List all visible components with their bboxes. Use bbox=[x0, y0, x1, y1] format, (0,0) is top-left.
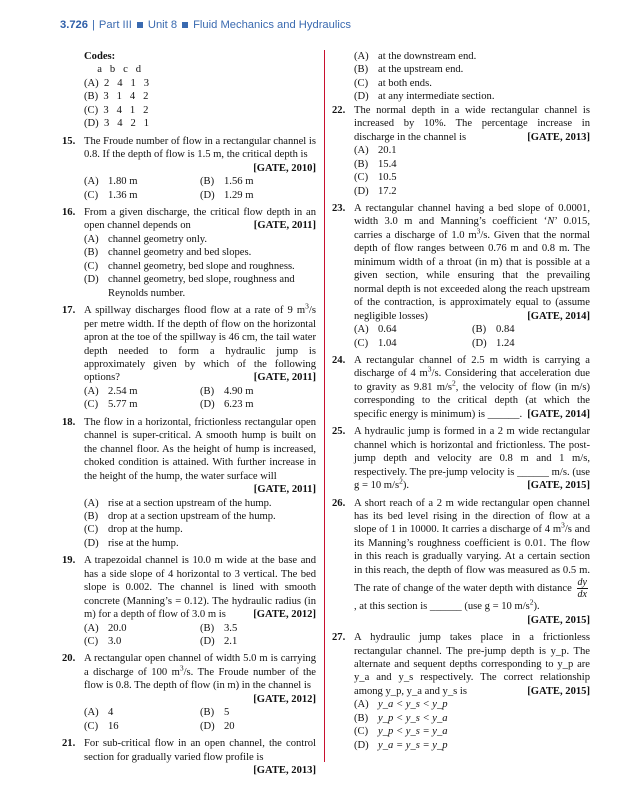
gate-tag: [GATE, 2014] bbox=[527, 310, 590, 322]
options-row bbox=[62, 398, 316, 411]
gate-tag: [GATE, 2011] bbox=[253, 372, 316, 384]
option bbox=[332, 712, 590, 725]
question-text: , the velocity of flow (in m/s) corresponding to the critical depth (at which the specific energy is minimum) is ______. bbox=[354, 381, 591, 420]
question-23 bbox=[332, 202, 590, 323]
options-row bbox=[62, 720, 316, 733]
option bbox=[62, 510, 316, 523]
options-row bbox=[62, 635, 316, 648]
question-text: /s. Given that the normal depth of flow ranges between 0.76 m and 0.8 m. The minimum width of a throat (in m) that is possible at a given section, while ensuring that the prevailing normal depth is not exceeded along the reach upstream of the contraction, is approximately equal to (assume negligible losses) bbox=[354, 229, 590, 322]
option-label: (D) bbox=[354, 91, 369, 103]
question-number: 17. bbox=[62, 305, 76, 317]
question-number: 22. bbox=[332, 104, 346, 116]
gate-tag: [GATE, 2014] bbox=[527, 408, 590, 420]
option-label: (D) bbox=[200, 720, 215, 732]
option-label: (C) bbox=[84, 189, 99, 201]
option-label: (D) bbox=[200, 636, 215, 648]
question-27 bbox=[332, 631, 590, 698]
option bbox=[332, 698, 590, 711]
option-label: (B) bbox=[354, 712, 369, 724]
option-label: (D) bbox=[84, 274, 99, 286]
superscript: 3 bbox=[305, 301, 309, 311]
option-label: (C) bbox=[354, 337, 369, 349]
gate-tag: [GATE, 2015] bbox=[527, 685, 590, 697]
option-text: 17.2 bbox=[378, 185, 397, 197]
option-text: y_p < y_s = y_a bbox=[378, 726, 448, 738]
question-text: (use g = 10 m/s bbox=[354, 466, 590, 492]
option-label: (D) bbox=[472, 337, 487, 349]
left-column bbox=[62, 50, 316, 778]
gate-tag: [GATE, 2012] bbox=[253, 609, 316, 621]
codes-row: (D) 3 4 2 1 bbox=[84, 118, 150, 130]
option-label: (C) bbox=[84, 399, 99, 411]
option-label: (C) bbox=[84, 524, 99, 536]
option-text: 15.4 bbox=[378, 158, 397, 170]
codes-label: Codes: bbox=[84, 51, 116, 62]
question-text: A rectangular channel of 2.5 m width is carrying a discharge of 4 m bbox=[354, 354, 590, 380]
option-label: (B) bbox=[200, 176, 215, 188]
option bbox=[62, 233, 316, 246]
option bbox=[62, 246, 316, 259]
question-text: The normal depth in a wide rectangular channel is increased by 10%. The percentage increase in discharge in the channel is bbox=[354, 104, 590, 143]
option bbox=[62, 523, 316, 536]
question-16 bbox=[62, 206, 316, 233]
derivative-fraction bbox=[577, 577, 588, 600]
question-number: 25. bbox=[332, 426, 346, 438]
question-25 bbox=[332, 425, 590, 492]
option-label: (C) bbox=[354, 172, 369, 184]
option bbox=[62, 537, 316, 550]
option-label: (A) bbox=[354, 324, 369, 336]
option-text: channel geometry only. bbox=[108, 233, 208, 245]
question-text: The Froude number of flow in a rectangular channel is 0.8. If the depth of flow is 1.5 m, the critical depth is bbox=[84, 135, 316, 161]
italic-symbol: N bbox=[547, 216, 555, 228]
option-continuation: Reynolds number. bbox=[108, 287, 186, 299]
question-text: A spillway discharges flood flow at a rate of 9 m bbox=[84, 305, 306, 317]
question-text: /s per metre width. If the depth of flow on the horizontal apron at the toe of the spillway is 46 cm, the tail water depth needed to form a hydraulic jump is approximately given by which of the following options? bbox=[84, 305, 316, 384]
question-text: /s. Considering that acceleration due to gravity as 9.81 m/s bbox=[354, 368, 590, 393]
gate-tag: [GATE, 2015] bbox=[527, 614, 590, 626]
option bbox=[332, 171, 590, 184]
option-label: (B) bbox=[200, 385, 215, 397]
question-text: ’ 0.015, carries a discharge of 1.0 m bbox=[354, 216, 590, 241]
option-text: drop at a section upstream of the hump. bbox=[108, 510, 276, 522]
option-text: 4 bbox=[108, 707, 114, 719]
question-number: 16. bbox=[62, 206, 76, 218]
option-label: (B) bbox=[84, 510, 99, 522]
option bbox=[62, 497, 316, 510]
option-text: 1.80 m bbox=[108, 176, 138, 188]
option-label: (C) bbox=[84, 636, 99, 648]
option bbox=[332, 50, 590, 63]
superscript: 2 bbox=[529, 597, 534, 607]
option bbox=[62, 273, 316, 286]
superscript: 3 bbox=[476, 226, 481, 236]
option-label: (C) bbox=[354, 726, 369, 738]
option-text: at the upstream end. bbox=[378, 64, 464, 76]
option-text: 1.36 m bbox=[108, 189, 138, 201]
options-row bbox=[62, 175, 316, 188]
question-text: ). bbox=[402, 480, 410, 492]
question-19 bbox=[62, 554, 316, 621]
option-text: 3.0 bbox=[108, 636, 122, 648]
superscript: 3 bbox=[561, 520, 565, 530]
option-text: rise at the hump. bbox=[108, 537, 179, 549]
question-21 bbox=[62, 737, 316, 777]
option-text: 10.5 bbox=[378, 172, 397, 184]
option bbox=[332, 185, 590, 198]
question-number: 20. bbox=[62, 653, 76, 665]
option bbox=[332, 144, 590, 157]
option-text: 1.24 bbox=[496, 337, 515, 349]
option-label: (A) bbox=[354, 145, 369, 157]
option-text: 20.1 bbox=[378, 145, 397, 157]
option-label: (A) bbox=[84, 385, 99, 397]
option-label: (A) bbox=[354, 699, 369, 711]
option bbox=[62, 260, 316, 273]
superscript: 3 bbox=[427, 364, 432, 374]
option-text: 1.56 m bbox=[224, 176, 254, 188]
codes-row: (C) 3 4 1 2 bbox=[84, 104, 149, 116]
header-unit: Unit 8 bbox=[147, 19, 178, 31]
question-number: 27. bbox=[332, 632, 346, 644]
option-text: 1.04 bbox=[378, 337, 397, 349]
question-text: A hydraulic jump is formed in a 2 m wide rectangular channel which is horizontal and frictionless. The post-jump depth and velocity are 0.8 m and 1 m/s, respectively. The pre-jump velocity is ______ m/s. bbox=[354, 426, 590, 478]
superscript: 2 bbox=[452, 378, 456, 388]
question-number: 26. bbox=[332, 497, 346, 509]
square-bullet-icon bbox=[137, 22, 143, 28]
question-18 bbox=[62, 416, 316, 497]
options-row bbox=[62, 385, 316, 398]
options-row bbox=[62, 622, 316, 635]
question-24 bbox=[332, 354, 590, 421]
gate-tag: [GATE, 2013] bbox=[527, 131, 590, 143]
options-row bbox=[62, 189, 316, 202]
question-17 bbox=[62, 301, 316, 385]
option-text: 16 bbox=[108, 720, 119, 732]
option-text: 2.1 bbox=[224, 636, 238, 648]
option-label: (C) bbox=[84, 720, 99, 732]
question-text: A rectangular channel having a bed slope of 0.0001, width 3.0 m and Manning’s coefficient ‘ bbox=[354, 202, 590, 228]
question-text: From a given discharge, the critical flow depth in an open channel depends on bbox=[84, 206, 316, 232]
option-text: 1.29 m bbox=[224, 189, 254, 201]
question-text: The flow in a horizontal, frictionless rectangular open channel is super-critical. A smooth hump is built on the channel floor. As the height of hump is increased, choked condition is attained. With further increase in the height of the hump, the water surface will bbox=[84, 416, 316, 482]
gate-tag: [GATE, 2015] bbox=[527, 480, 590, 492]
option-label: (B) bbox=[200, 707, 215, 719]
header-part: Part III bbox=[98, 19, 132, 31]
option-label: (B) bbox=[200, 622, 215, 634]
option-text: 0.64 bbox=[378, 324, 397, 336]
codes-row: (B) 3 1 4 2 bbox=[84, 91, 149, 103]
page-number: 3.726 bbox=[60, 19, 88, 31]
option bbox=[332, 725, 590, 738]
question-text: A short reach of a 2 m wide rectangular open channel has its bed level rising in the direction of flow at a slope of 1 in 10000. It carries a discharge of 4 m bbox=[354, 497, 590, 536]
option-text: 5.77 m bbox=[108, 399, 138, 411]
option-text: at the downstream end. bbox=[378, 51, 477, 62]
question-text: A trapezoidal channel is 10.0 m wide at the base and has a side slope of 4 horizontal to 3 vertical. The bed slope is 0.002. The channel is lined with smooth concrete (Manning’s = 0.12). The hydraulic radius (in m) for a depth of flow of 3.0 m is bbox=[84, 555, 316, 621]
option-label: (B) bbox=[472, 324, 487, 336]
option-text: y_a < y_s < y_p bbox=[378, 699, 448, 711]
option bbox=[332, 158, 590, 171]
option-text: 2.54 m bbox=[108, 385, 138, 397]
option-label: (A) bbox=[354, 51, 369, 62]
option-text: at both ends. bbox=[378, 77, 432, 89]
question-text: , at this section is ______ (use g = 10 m/s bbox=[354, 601, 530, 613]
option-label: (D) bbox=[354, 739, 369, 751]
option bbox=[332, 77, 590, 90]
square-bullet-icon bbox=[182, 22, 188, 28]
column-divider bbox=[324, 50, 325, 762]
option-label: (D) bbox=[354, 185, 369, 197]
option-label: (A) bbox=[84, 622, 99, 634]
question-number: 15. bbox=[62, 135, 76, 147]
option-label: (A) bbox=[84, 233, 99, 245]
option bbox=[332, 63, 590, 76]
page-header bbox=[60, 19, 351, 31]
gate-tag: [GATE, 2011] bbox=[253, 484, 316, 496]
right-column bbox=[332, 50, 590, 752]
option-text: at any intermediate section. bbox=[378, 91, 495, 103]
question-text: For sub-critical flow in an open channel, the control section for gradually varied flow profile is bbox=[84, 738, 316, 763]
question-text: A rectangular open channel of width 5.0 m is carrying a discharge of 100 m bbox=[84, 653, 316, 678]
gate-tag: [GATE, 2013] bbox=[253, 765, 316, 777]
question-number: 18. bbox=[62, 416, 76, 428]
option bbox=[332, 739, 590, 752]
option-label: (A) bbox=[84, 497, 99, 509]
option-label: (D) bbox=[84, 537, 99, 549]
option-label: (C) bbox=[84, 260, 99, 272]
superscript: 3 bbox=[179, 663, 184, 673]
option-label: (A) bbox=[84, 176, 99, 188]
question-22 bbox=[332, 104, 590, 144]
option-text: 20.0 bbox=[108, 622, 127, 634]
fraction-numerator: dy bbox=[577, 577, 587, 589]
header-title: Fluid Mechanics and Hydraulics bbox=[193, 19, 352, 31]
fraction-denominator: dx bbox=[577, 589, 587, 601]
question-15 bbox=[62, 135, 316, 175]
codes-row: a b c d bbox=[84, 64, 142, 76]
option-text: drop at the hump. bbox=[108, 524, 183, 536]
option bbox=[332, 90, 590, 103]
option-text: 5 bbox=[224, 707, 230, 719]
option-text: 3.5 bbox=[224, 622, 238, 634]
option-label: (C) bbox=[354, 77, 369, 89]
options-row bbox=[332, 337, 590, 350]
question-number: 19. bbox=[62, 555, 76, 567]
option-label: (D) bbox=[200, 189, 215, 201]
option-label: (B) bbox=[354, 64, 369, 76]
question-text: /s. The Froude number of the flow is 0.8. The depth of flow (in m) in the channel is bbox=[84, 666, 316, 692]
option-text: rise at a section upstream of the hump. bbox=[108, 497, 272, 509]
option-label: (A) bbox=[84, 707, 99, 719]
question-number: 24. bbox=[332, 354, 346, 366]
option-text: 0.84 bbox=[496, 324, 515, 336]
option-label: (B) bbox=[84, 247, 99, 259]
option-text: channel geometry, bed slope, roughness and bbox=[108, 274, 295, 286]
option-text: channel geometry and bed slopes. bbox=[108, 247, 252, 259]
question-number: 23. bbox=[332, 202, 346, 214]
question-26 bbox=[332, 497, 590, 628]
option-text: y_p < y_s < y_a bbox=[378, 712, 448, 724]
option-text: y_a = y_s = y_p bbox=[378, 739, 448, 751]
superscript: 2 bbox=[399, 476, 403, 486]
option-text: 4.90 m bbox=[224, 385, 254, 397]
option-text: 6.23 m bbox=[224, 399, 254, 411]
question-number: 21. bbox=[62, 738, 76, 750]
options-row bbox=[332, 323, 590, 336]
gate-tag: [GATE, 2011] bbox=[253, 220, 316, 232]
codes-row: (A) 2 4 1 3 bbox=[84, 77, 150, 89]
question-text: ). bbox=[533, 601, 540, 613]
option-label: (B) bbox=[354, 158, 369, 170]
option-label: (D) bbox=[200, 399, 215, 411]
option-text: channel geometry, bed slope and roughness. bbox=[108, 260, 295, 272]
options-row bbox=[62, 706, 316, 719]
question-20 bbox=[62, 652, 316, 706]
gate-tag: [GATE, 2012] bbox=[253, 693, 316, 705]
question-text: A hydraulic jump takes place in a frictionless rectangular channel. The pre-jump depth is y_p. The alternate and sequent depths corresponding to y_p are y_a and y_s respectively. The correct relationship among y_p, y_a and y_s is bbox=[354, 632, 590, 697]
option-text: 20 bbox=[224, 720, 235, 732]
header-divider: | bbox=[92, 19, 95, 31]
question-text: /s and its Manning’s roughness coefficient is 0.01. The flow in this reach is gradually varying. At a certain section in this reach, the depth of flow was measured as 0.5 m. The rate of change of the water depth with distance bbox=[354, 524, 590, 595]
gate-tag: [GATE, 2010] bbox=[253, 162, 316, 174]
